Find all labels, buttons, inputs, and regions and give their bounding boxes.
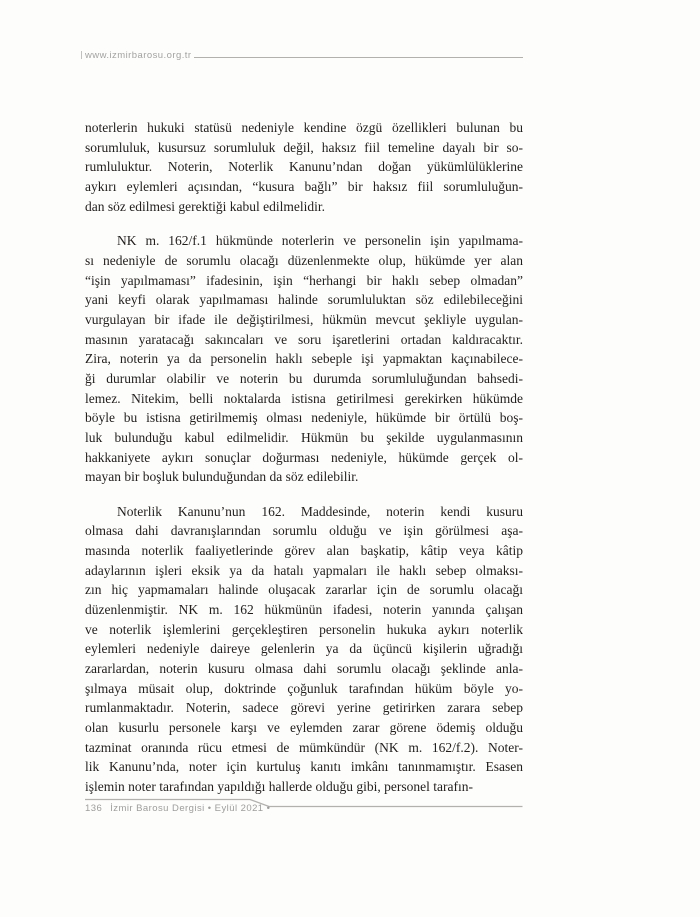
body-line: noterlerin hukuki statüsü nedeniyle kendine özgü özellikleri bulunan bu	[85, 120, 523, 135]
body-line: lik Kanunu’nda, noter için kurtuluş kanıtı imkânı tanınmamıştır. Esasen	[85, 759, 523, 775]
body-line: şılmaya müsait olup, doktrinde çoğunluk tarafından hüküm böyle yo-	[85, 680, 523, 696]
body-line: böyle bu istisna getirilmemiş olması nedeniyle, hükümde bir örtülü boş-	[85, 410, 523, 426]
body-line: adaylarının işleri eksik ya da hatalı yapmaları ile haklı sebep olmaksı-	[85, 562, 523, 578]
body-line: hakkaniyete aykırı sonuçlar doğurması nedeniyle, hükümde gerçek ol-	[85, 449, 523, 465]
body-line: tazminat oranında rücu etmesi de mümkündür (NK m. 162/f.2). Noter-	[85, 739, 523, 755]
body-line: zın hiç yapmamaları halinde oluşacak zararlar için de sorumlu olacağı	[85, 582, 523, 598]
page-header	[85, 50, 523, 61]
body-line: sı nedeniyle de sorumlu olacağı düzenlenmekte olup, hükümde yer alan	[85, 252, 523, 268]
body-line: sorumluluk, kusursuz sorumluluk değil, haksız fiil temeline dayalı bir so-	[85, 139, 523, 155]
paragraph	[85, 502, 523, 797]
body-line: yani keyfi olarak yapılmaması halinde sorumluluktan söz edilebileceğini	[85, 292, 523, 308]
body-line: NK m. 162/f.1 hükmünde noterlerin ve personelin işin yapılmama-	[117, 233, 523, 249]
body-line: mayan bir boşluk bulunduğundan da söz edilebilir.	[85, 469, 359, 485]
body-line: olmasa dahi davranışlarından sorumlu olduğu ve işin görülmesi aşa-	[85, 523, 523, 539]
header-rule	[194, 57, 523, 58]
footer-page-number: 136	[85, 803, 103, 814]
body-paragraphs	[85, 118, 523, 797]
body-line: rumlanmaktadır. Noterin, sadece görevi yerine getirirken zarara sebep	[85, 700, 523, 716]
body-line: aykırı eylemleri açısından, “kusura bağlı” bir haksız fiil sorumluluğun-	[85, 178, 523, 194]
paragraph	[85, 118, 523, 216]
body-line: lemez. Nitekim, belli noktalarda istisna getirilmesi gerekirken hükümde	[85, 390, 523, 406]
body-line: dan söz edilmesi gerektiği kabul edilmelidir.	[85, 198, 325, 214]
body-line: luk bulunduğu kabul edilmelidir. Hükmün bu şekilde uygulanmasının	[85, 429, 523, 445]
body-line: eylemleri nedeniyle daireye gelenlerin ya da üçüncü kişilerin uğradığı	[85, 641, 523, 657]
body-line: işlemin noter tarafından yapıldığı hallerde olduğu gibi, personel tarafın-	[85, 779, 474, 794]
footer-text	[85, 803, 270, 814]
body-line: masında noterlik faaliyetlerinde görev alan başkatip, kâtip veya kâtip	[85, 543, 523, 559]
body-line: rumluluktur. Noterin, Noterlik Kanunu’ndan doğan yükümlülüklerine	[85, 159, 523, 175]
body-line: düzenlenmiştir. NK m. 162 hükmünün ifadesi, noterin yanında çalışan	[85, 602, 523, 618]
page-footer	[85, 796, 523, 822]
body-line: Zira, noterin ya da personelin haklı sebeple işi yapmaktan kaçınabilece-	[85, 351, 523, 367]
header-url: www.izmirbarosu.org.tr	[85, 50, 192, 61]
header-tick-rule	[81, 51, 82, 59]
body-line: ği durumlar olabilir ve noterin bu durumda sorumluluğundan bahsedi-	[85, 370, 523, 386]
footer-journal-line: İzmir Barosu Dergisi • Eylül 2021 •	[110, 803, 271, 814]
body-line: Noterlik Kanunu’nun 162. Maddesinde, noterin kendi kusuru	[117, 503, 523, 519]
body-line: masının yaratacağı sakıncaları ve soru işaretlerini ortadan kaldıracaktır.	[85, 331, 523, 347]
paragraph	[85, 231, 523, 487]
body-line: zararlardan, noterin kusuru olmasa dahi sorumlu olacağı şeklinde anla-	[85, 661, 523, 677]
body-line: vurgulayan bir ifade ile değiştirilmesi, hükmün mevcut şekliyle uygulan-	[85, 311, 523, 327]
body-line: ve noterlik işlemlerini gerçekleştiren personelin hukuka aykırı noterlik	[85, 621, 523, 637]
body-line: olan kusurlu personele karşı ve eylemden zarar görene ödemiş olduğu	[85, 720, 523, 736]
body-line: “işin yapılmaması” ifadesinin, işin “herhangi bir haklı sebep olmadan”	[85, 272, 523, 288]
